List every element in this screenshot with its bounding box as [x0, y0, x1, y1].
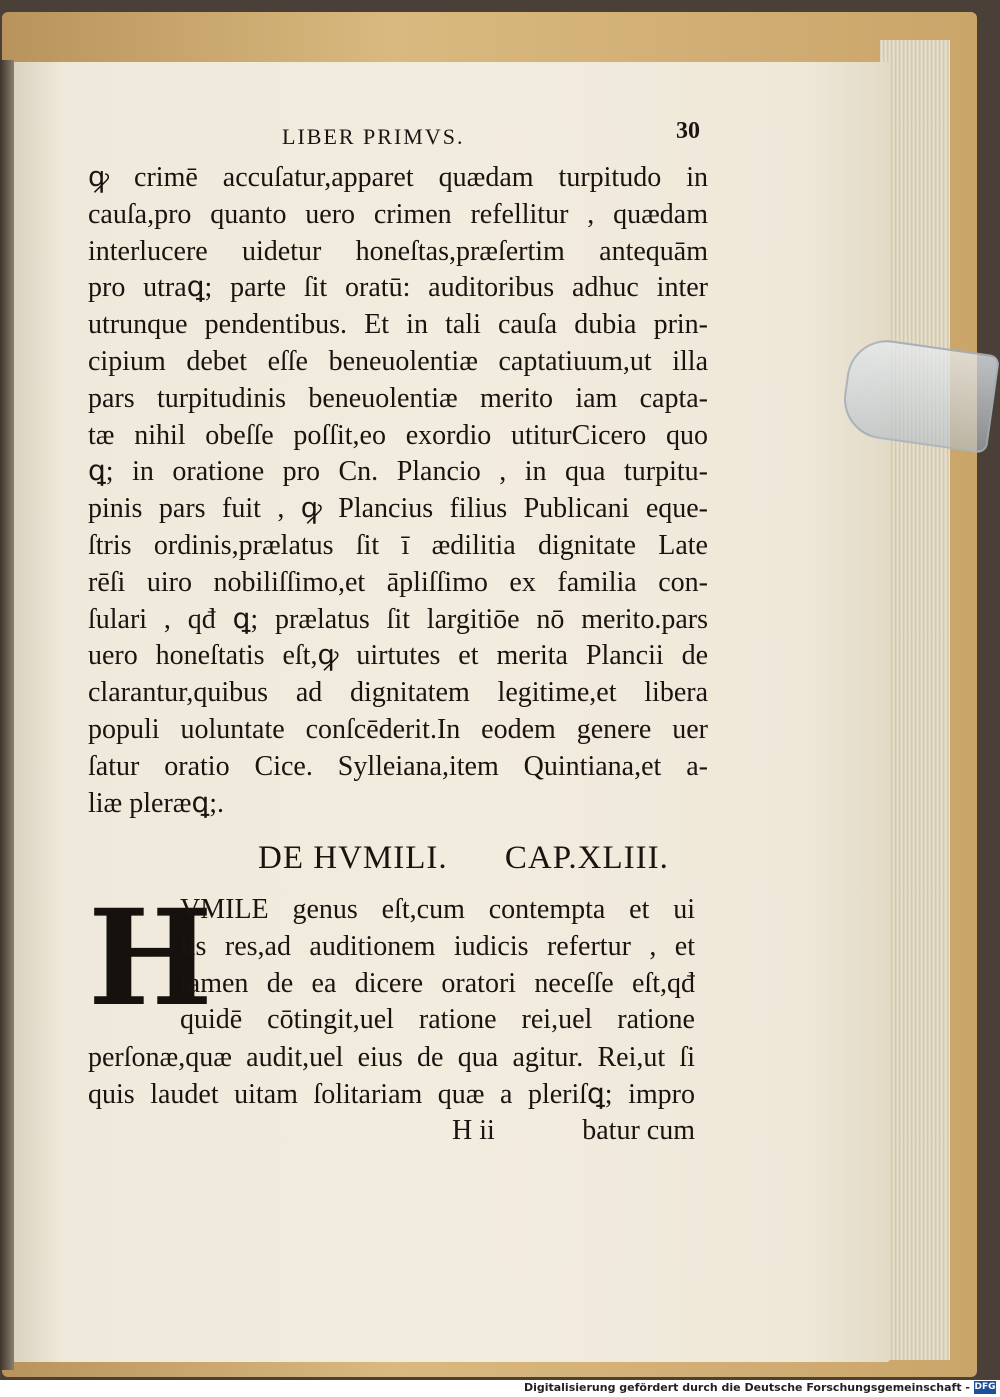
text-line: uero honeſtatis eſt,ꝙ uirtutes et merita Plancii de [88, 640, 708, 672]
signature-mark: H ii [452, 1115, 495, 1146]
signature-line [452, 1115, 695, 1147]
text-line: clarantur,quibus ad dignitatem legitime,et libera [88, 677, 708, 709]
text-line: perſonæ,quæ audit,uel eius de qua agitur. Rei,ut ſi [88, 1042, 695, 1073]
text-line: quidē cōtingit,uel ratione rei,uel ratione [180, 1004, 695, 1036]
page-edges [880, 40, 950, 1360]
text-line: tæ nihil obeſſe poſſit,eo exordio utiturCicero quo [88, 419, 708, 451]
text-line: ſtris ordinis,prælatus ſit ī ædilitia dignitate Late [88, 529, 708, 561]
funding-credit: Digitalisierung gefördert durch die Deutsche Forschungsgemeinschaft - [523, 1381, 970, 1394]
catchword: batur cum [582, 1115, 695, 1146]
chapter-title: DE HVMILI. [258, 840, 448, 876]
text-line: utrunque pendentibus. Et in tali cauſa dubia prin- [88, 309, 708, 341]
text-line: populi uoluntate conſcēderit.In eodem genere uer [88, 713, 708, 745]
text-line: VMILE genus eſt,cum contempta et ui [180, 894, 695, 925]
text-line: rēſi uiro nobiliſſimo,et āpliſſimo ex familia con- [88, 566, 708, 598]
text-line: cauſa,pro quanto uero crimen refellitur , quædam [88, 198, 708, 230]
text-line: interlucere uidetur honeſtas,præſertim antequām [88, 235, 708, 267]
text-line: ꝗ; in oratione pro Cn. Plancio , in qua turpitu- [88, 456, 708, 488]
text-line: ſatur oratio Cice. Sylleiana,item Quintiana,et a- [88, 750, 708, 782]
text-line: pars turpitudinis beneuolentiæ merito iam capta- [88, 382, 708, 414]
chapter-text [88, 1040, 695, 1114]
text-line: liæ pleræꝗ;. [88, 787, 224, 819]
chapter-indented-text [180, 892, 695, 1039]
folio-number: 30 [676, 118, 700, 144]
text-line: ſulari , qđ ꝗ; prælatus ſit largitiōe nō merito.pars [88, 603, 708, 635]
facing-page-edge [0, 60, 14, 1370]
text-line: pinis pars fuit , ꝙ Plancius filius Publicani eque- [88, 493, 708, 525]
text-line: quis laudet uitam ſolitariam quæ a pleriſꝗ; impro [88, 1078, 695, 1110]
body-text [88, 160, 708, 822]
running-head: LIBER PRIMVS. [282, 124, 465, 149]
chapter-heading [258, 840, 698, 877]
text-line: ꝙ crimē accuſatur,apparet quædam turpitudo in [88, 162, 708, 193]
text-line: tamen de ea dicere oratori neceſſe eſt,qđ [180, 967, 695, 999]
text-line: pro utraꝗ; parte ſit oratū: auditoribus adhuc inter [88, 272, 708, 304]
text-line: lis res,ad auditionem iudicis refertur , et [180, 930, 695, 962]
chapter-number: CAP.XLIII. [504, 840, 669, 876]
text-line: cipium debet eſſe beneuolentiæ captatiuum,ut illa [88, 345, 708, 377]
decorated-initial: H [88, 881, 213, 1036]
dfg-logo-icon: DFG [974, 1382, 996, 1392]
